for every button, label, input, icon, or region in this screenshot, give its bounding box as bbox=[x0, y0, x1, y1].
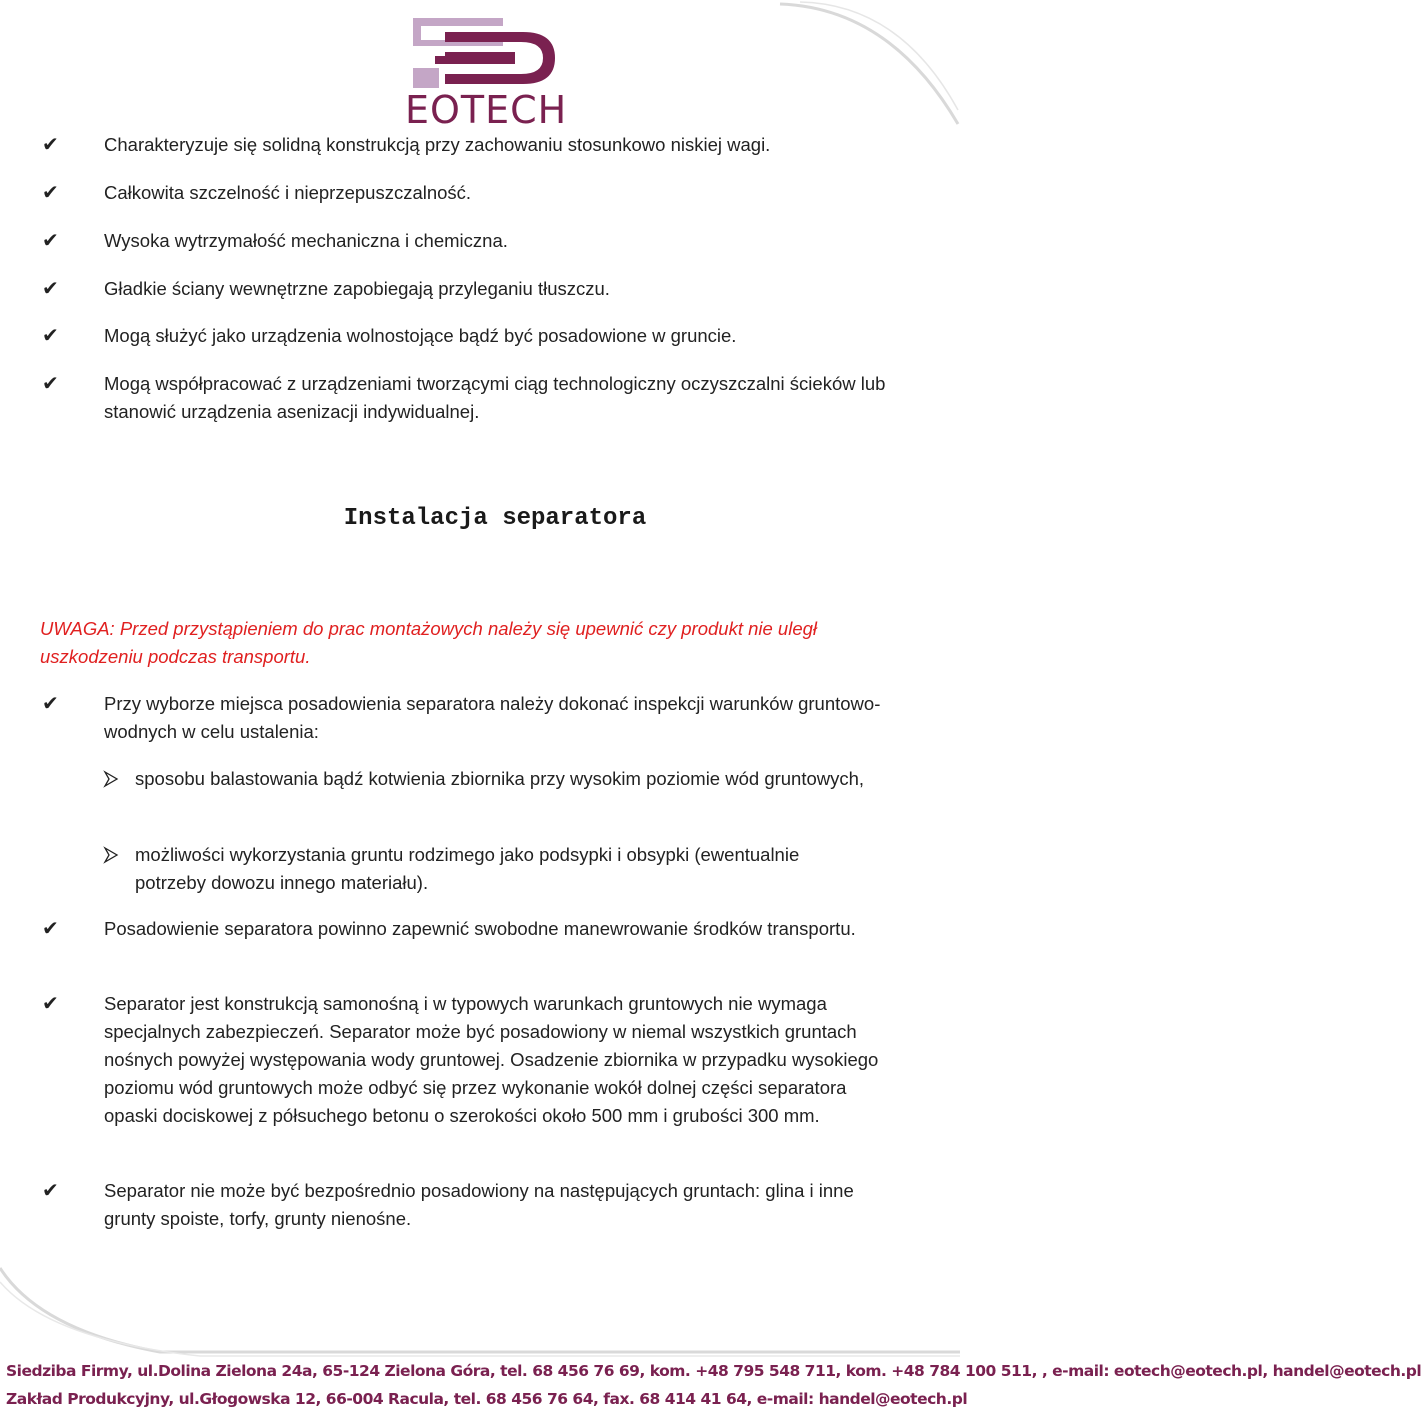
company-logo bbox=[405, 12, 568, 132]
check-mark-icon: ✔ bbox=[42, 993, 59, 1015]
sub-item-text: sposobu balastowania bądź kotwienia zbiornika przy wysokim poziomie wód gruntowych, bbox=[135, 768, 865, 789]
sub-item bbox=[103, 765, 875, 795]
logo-wordmark: EOTECH bbox=[405, 88, 568, 132]
feature-text: Mogą służyć jako urządzenia wolnostojące bądź być posadowione w gruncie. bbox=[104, 325, 737, 346]
check-mark-icon: ✔ bbox=[42, 693, 59, 715]
check-mark-icon: ✔ bbox=[42, 278, 59, 300]
footer-swoosh-decoration bbox=[0, 1260, 960, 1360]
feature-text: Charakteryzuje się solidną konstrukcją przy zachowaniu stosunkowo niskiej wagi. bbox=[104, 134, 771, 155]
logo-mark-icon bbox=[405, 12, 565, 92]
check-mark-icon: ✔ bbox=[42, 230, 59, 252]
check-mark-icon: ✔ bbox=[42, 1180, 59, 1202]
arrow-outline-icon bbox=[103, 841, 135, 897]
sub-item-text: możliwości wykorzystania gruntu rodzimego jako podsypki i obsypki (ewentualnie potrzeby dowozu innego materiału). bbox=[135, 844, 800, 893]
check-mark-icon: ✔ bbox=[42, 134, 59, 156]
check-mark-icon: ✔ bbox=[42, 182, 59, 204]
feature-text: Wysoka wytrzymałość mechaniczna i chemiczna. bbox=[104, 230, 508, 251]
warning-note: UWAGA: Przed przystąpieniem do prac montażowych należy się upewnić czy produkt nie uległ uszkodzeniu podczas transportu. bbox=[40, 618, 818, 667]
check-mark-icon: ✔ bbox=[42, 325, 59, 347]
sub-item bbox=[103, 841, 875, 897]
arrow-outline-icon bbox=[103, 765, 135, 795]
install-text: Przy wyborze miejsca posadowienia separatora należy dokonać inspekcji warunków gruntowo-wodnych w celu ustalenia: bbox=[104, 693, 881, 742]
check-mark-icon: ✔ bbox=[42, 918, 59, 940]
feature-item bbox=[42, 179, 904, 207]
install-item bbox=[42, 1177, 904, 1233]
corner-swoosh-decoration bbox=[780, 0, 960, 130]
footer-address-line-1: Siedziba Firmy, ul.Dolina Zielona 24a, 65-124 Zielona Góra, tel. 68 456 76 69, kom. +48 795 548 711, kom. +48 784 100 511, , e-mail: eotech@eotech.pl, handel@eotech.pl bbox=[6, 1362, 1421, 1380]
install-item bbox=[42, 990, 904, 1130]
feature-item bbox=[42, 275, 904, 303]
install-item bbox=[42, 915, 904, 943]
install-text: Posadowienie separatora powinno zapewnić swobodne manewrowanie środków transportu. bbox=[104, 918, 856, 939]
footer-address-line-2: Zakład Produkcyjny, ul.Głogowska 12, 66-004 Racula, tel. 68 456 76 64, fax. 68 414 41 64, e-mail: handel@eotech.pl bbox=[6, 1390, 968, 1408]
install-text: Separator jest konstrukcją samonośną i w typowych warunkach gruntowych nie wymaga specjalnych zabezpieczeń. Separator może być posadowiony w niemal wszystkich gruntach nośnych powyżej występowania wody gruntowej. Osadzenie zbiornika w przypadku wysokiego poziomu wód gruntowych może odbyć się przez wykonanie wokół dolnej części separatora opaski dociskowej z półsuchego betonu o szerokości około 500 mm i grubości 300 mm. bbox=[104, 993, 879, 1126]
feature-item bbox=[42, 322, 904, 350]
check-mark-icon: ✔ bbox=[42, 373, 59, 395]
install-item bbox=[42, 690, 904, 746]
feature-text: Gładkie ściany wewnętrzne zapobiegają przyleganiu tłuszczu. bbox=[104, 278, 610, 299]
feature-item bbox=[42, 131, 904, 159]
feature-item bbox=[42, 227, 904, 255]
section-title: Instalacja separatora bbox=[343, 505, 647, 532]
feature-text: Całkowita szczelność i nieprzepuszczalność. bbox=[104, 182, 472, 203]
install-text: Separator nie może być bezpośrednio posadowiony na następujących gruntach: glina i inne grunty spoiste, torfy, grunty nienośne. bbox=[104, 1180, 854, 1229]
feature-item bbox=[42, 370, 904, 426]
feature-text: Mogą współpracować z urządzeniami tworzącymi ciąg technologiczny oczyszczalni ścieków lub stanowić urządzenia asenizacji indywidualnej. bbox=[104, 373, 886, 422]
